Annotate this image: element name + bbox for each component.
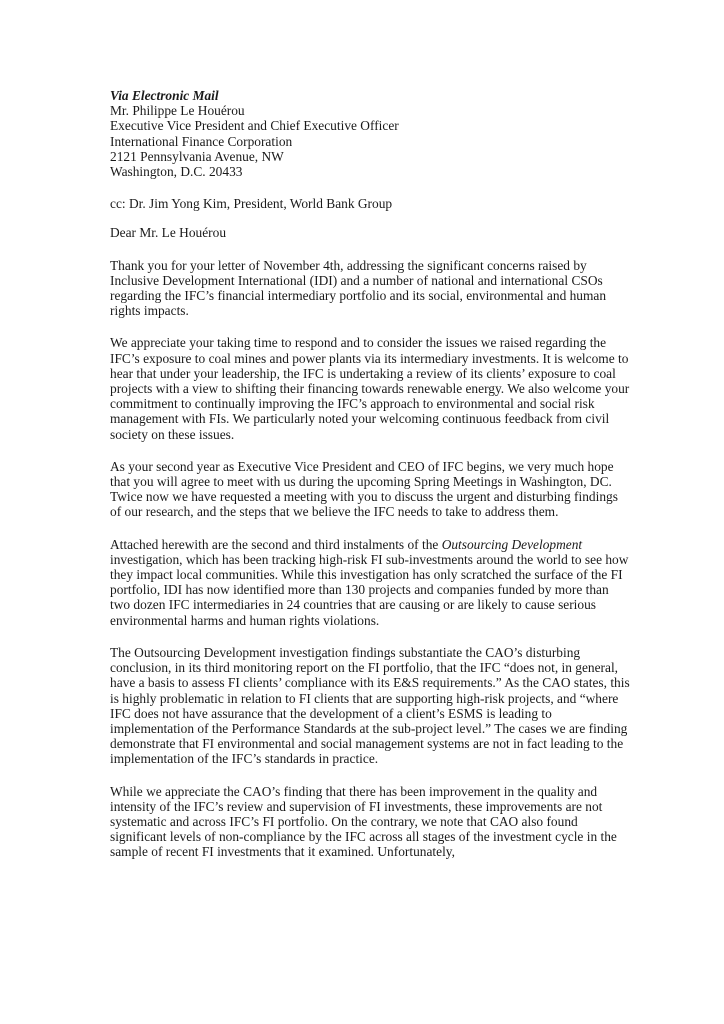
cc-line: cc: Dr. Jim Yong Kim, President, World Bank Group: [110, 196, 393, 212]
recipient-city: Washington, D.C. 20433: [110, 164, 243, 180]
paragraph-2: We appreciate your taking time to respond and to consider the issues we raised regarding the IFC’s exposure to coal mines and power plants via its intermediary investments. It is welcome to hear that under your leadership, the IFC is undertaking a review of its clients’ exposure to coal projects with a view to shifting their financing towards renewable energy. We also welcome your commitment to continually improving the IFC’s approach to environmental and social risk management with FIs. We particularly noted your welcoming continuous feedback from civil society on these issues.: [110, 335, 630, 442]
paragraph-3: As your second year as Executive Vice President and CEO of IFC begins, we very much hope that you will agree to meet with us during the upcoming Spring Meetings in Washington, DC. Twice now we have requested a meeting with you to discuss the urgent and disturbing findings of our research, and the steps that we believe the IFC needs to take to address them.: [110, 458, 618, 520]
paragraph-5: The Outsourcing Development investigation findings substantiate the CAO’s disturbing conclusion, in its third monitoring report on the FI portfolio, that the IFC “does not, in general, have a basis to assess FI clients’ compliance with its E&S requirements.” As the CAO states, this is highly problematic in relation to FI clients that are supporting high-risk projects, and “where IFC does not have assurance that the development of a client’s ESMS is leading to implementation of the Performance Standards at the sub-project level.” The cases we are finding demonstrate that FI environmental and social management systems are not in fact leading to the implementation of the IFC’s standards in practice.: [110, 644, 630, 767]
recipient-title: Executive Vice President and Chief Executive Officer: [110, 118, 399, 134]
recipient-street: 2121 Pennsylvania Avenue, NW: [110, 148, 284, 164]
delivery-method: Via Electronic Mail: [110, 88, 219, 103]
paragraph-4-intro: Attached herewith are the second and third instalments of the: [110, 536, 442, 552]
recipient-address: [110, 103, 630, 179]
salutation: Dear Mr. Le Houérou: [110, 225, 227, 241]
report-title: Outsourcing Development: [441, 536, 583, 552]
paragraph-4-rest: investigation, which has been tracking high-risk FI sub-investments around the world to see how they impact local communities. While this investigation has only scratched the surface of the FI portfolio, IDI has now identified more than 130 projects and companies funded by more than two dozen IFC intermediaries in 24 countries that are causing or are likely to cause serious environmental harms and human rights violations.: [110, 551, 629, 628]
paragraph-1: Thank you for your letter of November 4th, addressing the significant concerns raised by Inclusive Development International (IDI) and a number of national and international CSOs regarding the IFC’s financial intermediary portfolio and its social, environmental and human rights impacts.: [110, 257, 607, 319]
paragraph-4: [110, 537, 630, 628]
paragraph-6: While we appreciate the CAO’s finding that there has been improvement in the quality and intensity of the IFC’s review and supervision of FI investments, these improvements are not systematic and across IFC’s FI portfolio. On the contrary, we note that CAO also found significant levels of non-compliance by the IFC across all stages of the investment cycle in the sample of recent FI investments that it examined. Unfortunately,: [110, 783, 617, 860]
recipient-organization: International Finance Corporation: [110, 133, 293, 149]
letter-body: [110, 88, 630, 860]
recipient-name: Mr. Philippe Le Houérou: [110, 103, 245, 119]
